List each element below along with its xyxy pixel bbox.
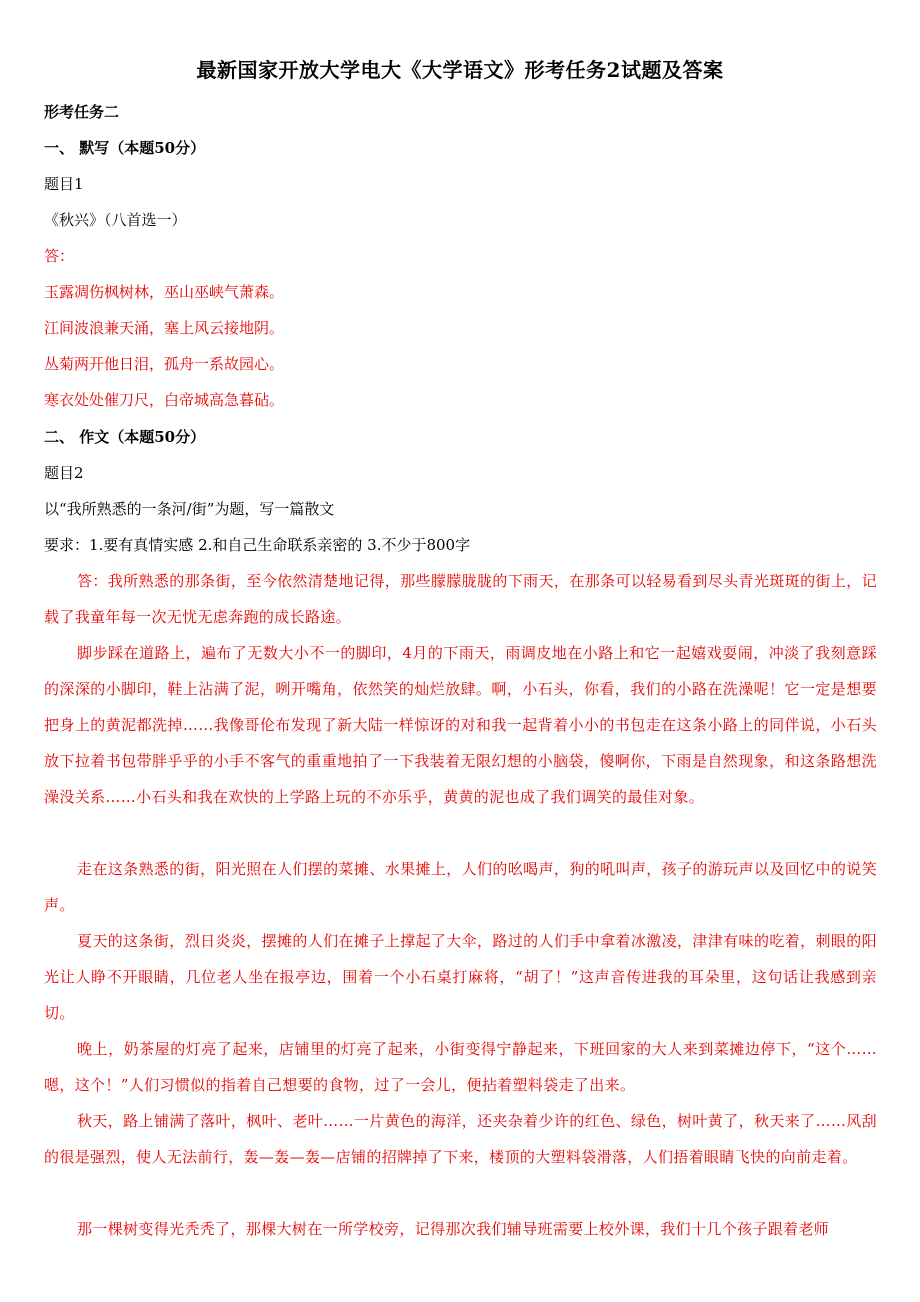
essay-paragraph: 秋天，路上铺满了落叶，枫叶、老叶……一片黄色的海洋，还夹杂着少许的红色、绿色，树叶黄了，秋天来了……风刮的很是强烈，使人无法前行，轰—轰—轰—店铺的招牌掉了下来，楼顶的大塑料袋滑落，人们捂着眼睛飞快的向前走着。 [44, 1112, 877, 1166]
essay-paragraph: 答：我所熟悉的那条街，至今依然清楚地记得，那些朦朦胧胧的下雨天，在那条可以轻易看到尽头青光斑斑的街上，记载了我童年每一次无忧无虑奔跑的成长路途。 [44, 572, 877, 626]
essay-prompt: 以“我所熟悉的一条河/街”为题，写一篇散文 [44, 500, 335, 518]
section-1-heading: 一、 默写（本题50分） [44, 139, 206, 157]
essay-paragraph: 脚步踩在道路上，遍布了无数大小不一的脚印，4月的下雨天，雨调皮地在小路上和它一起嬉戏耍闹，冲淡了我刻意踩的深深的小脚印，鞋上沾满了泥，咧开嘴角，依然笑的灿烂放肆。啊，小石头，你看，我们的小路在洗澡呢！它一定是想要把身上的黄泥都洗掉……我像哥伦布发现了新大陆一样惊讶的对和我一起背着小小的书包走在这条小路上的同伴说，小石头放下拉着书包带胖乎乎的小手不客气的重重地拍了一下我装着无限幻想的小脑袋，傻啊你，下雨是自然现象，和这条路想洗澡没关系……小石头和我在欢快的上学路上玩的不亦乐乎，黄黄的泥也成了我们调笑的最佳对象。 [44, 644, 877, 806]
essay-requirements: 要求：1.要有真情实感 2.和自己生命联系亲密的 3.不少于800字 [44, 536, 471, 554]
essay-paragraph: 夏天的这条街，烈日炎炎，摆摊的人们在摊子上撑起了大伞，路过的人们手中拿着冰激凌，津津有味的吃着，刺眼的阳光让人睁不开眼睛，几位老人坐在报亭边，围着一个小石桌打麻将，“胡了！”这声音传进我的耳朵里，这句话让我感到亲切。 [44, 932, 877, 1022]
poem-line: 寒衣处处催刀尺，白帝城高急暮砧。 [44, 391, 285, 409]
document-title: 最新国家开放大学电大《大学语文》形考任务2试题及答案 [196, 58, 724, 82]
essay-paragraph: 晚上，奶茶屋的灯亮了起来，店铺里的灯亮了起来，小街变得宁静起来，下班回家的大人来到菜摊边停下，“这个……嗯，这个！”人们习惯似的指着自己想要的食物，过了一会儿，便拈着塑料袋走了出来。 [44, 1040, 877, 1094]
section-2-heading: 二、 作文（本题50分） [44, 428, 206, 446]
answer-label: 答： [44, 247, 75, 265]
essay-paragraph: 走在这条熟悉的街，阳光照在人们摆的菜摊、水果摊上，人们的吆喝声，狗的吼叫声，孩子的游玩声以及回忆中的说笑声。 [44, 860, 877, 914]
poem-line: 丛菊两开他日泪，孤舟一系故园心。 [44, 355, 285, 373]
poem-line: 玉露凋伤枫树林，巫山巫峡气萧森。 [44, 283, 285, 301]
question-2-label: 题目2 [44, 464, 84, 482]
poem-title: 《秋兴》（八首选一） [44, 211, 187, 229]
poem-line: 江间波浪兼天涌，塞上风云接地阴。 [44, 319, 285, 337]
question-1-label: 题目1 [44, 175, 84, 193]
essay-paragraph: 那一棵树变得光秃秃了，那棵大树在一所学校旁，记得那次我们辅导班需要上校外课，我们十几个孩子跟着老师 [77, 1220, 830, 1238]
task-heading: 形考任务二 [44, 103, 120, 121]
